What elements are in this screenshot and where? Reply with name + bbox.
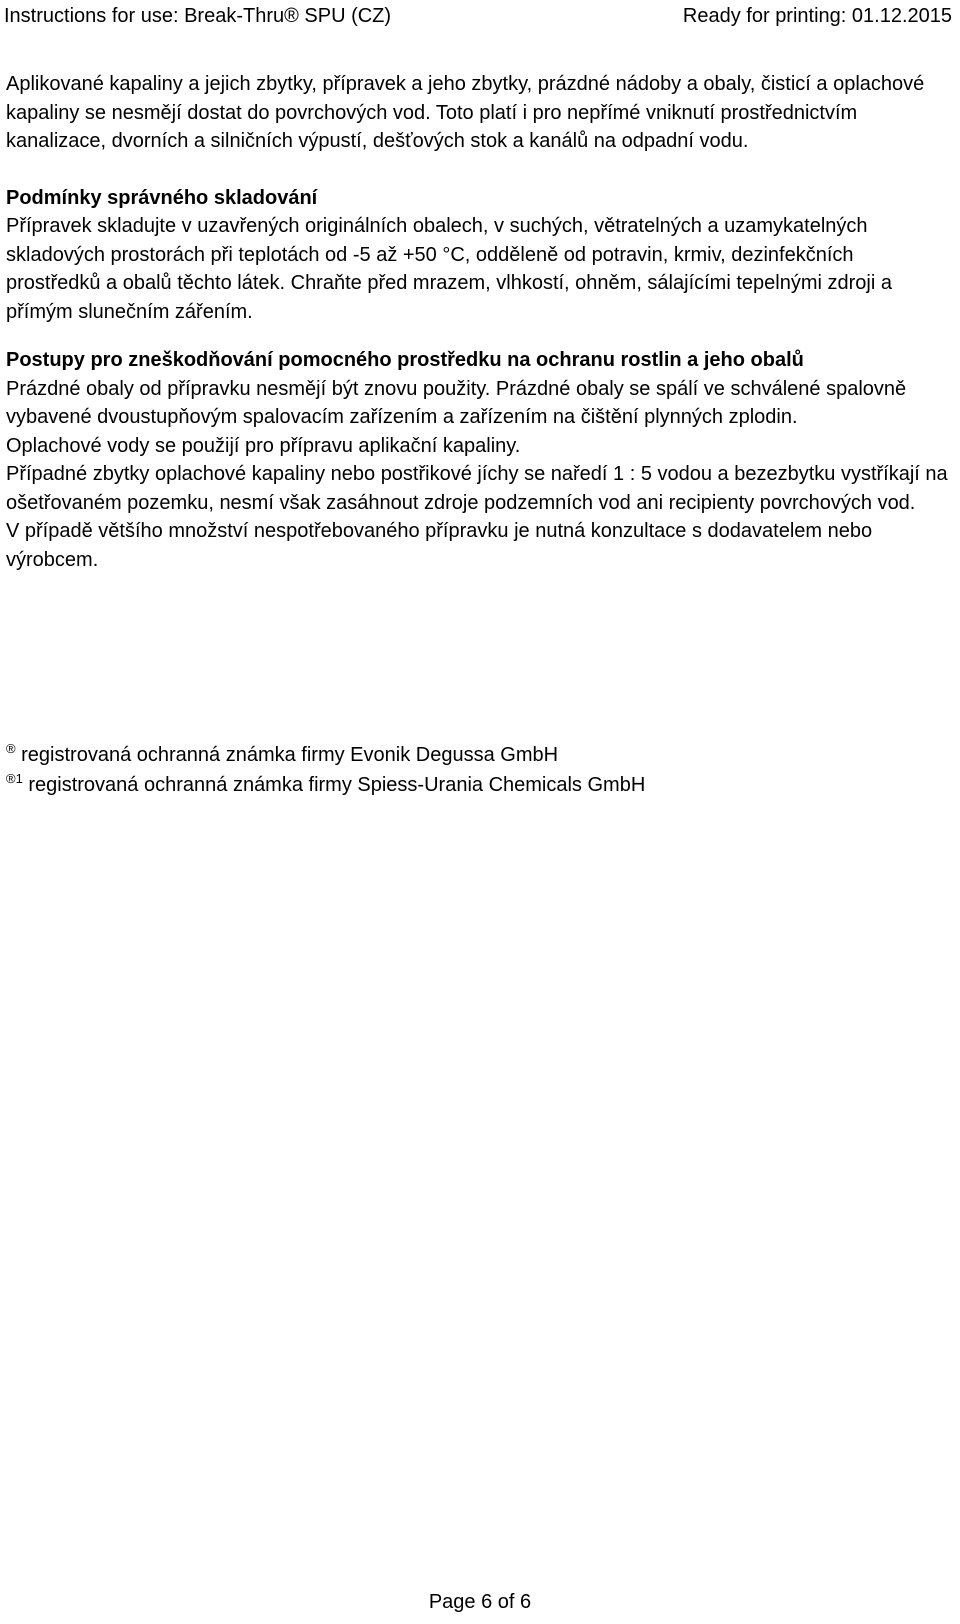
footnote-evonik [6, 740, 950, 770]
registered-mark: ®1 [6, 771, 23, 786]
footnote-text: registrovaná ochranná známka firmy Spiess-Urania Chemicals GmbH [22, 774, 646, 796]
disposal-paragraph-4: V případě většího množství nespotřebovaného přípravku je nutná konzultace s dodavatelem nebo výrobcem. [6, 520, 873, 571]
header-document-title: Instructions for use: Break-Thru® SPU (CZ) [4, 5, 392, 27]
disposal-heading: Postupy pro zneškodňování pomocného prostředku na ochranu rostlin a jeho obalů [6, 349, 804, 371]
storage-heading: Podmínky správného skladování [6, 186, 318, 209]
intro-paragraph: Aplikované kapaliny a jejich zbytky, přípravek a jeho zbytky, prázdné nádoby a obaly, čisticí a oplachové kapaliny se nesmějí dostat do povrchových vod. Toto platí i pro nepřímé vniknutí prostřednictvím kanalizace, dvorních a silničních výpustí, dešťových stok a kanálů na odpadní vodu. [6, 73, 925, 152]
disposal-paragraph-3: Případné zbytky oplachové kapaliny nebo postřikové jíchy se naředí 1 : 5 vodou a bezezbytku vystříkají na ošetřovaném pozemku, nesmí však zasáhnout zdroje podzemních vod ani recipienty povrchových vod. [6, 463, 948, 514]
page-header [0, 4, 960, 28]
trademark-footnotes [6, 740, 950, 800]
storage-text: Přípravek skladujte v uzavřených originálních obalech, v suchých, větratelných a uzamykatelných skladových prostorách při teplotách od -5 až +50 °C, odděleně od potravin, krmiv, dezinfekčních prostředků a obalů těchto látek. Chraňte před mrazem, vlhkostí, ohněm, sálajícími tepelnými zdroji a přímým slunečním zářením. [6, 215, 892, 323]
page-number: Page 6 of 6 [428, 1591, 532, 1613]
header-print-date: Ready for printing: 01.12.2015 [682, 5, 952, 27]
registered-mark: ® [6, 741, 16, 756]
disposal-paragraph-2: Oplachové vody se použijí pro přípravu aplikační kapaliny. [6, 434, 521, 457]
footnote-text: registrovaná ochranná známka firmy Evonik Degussa GmbH [15, 744, 559, 766]
footnote-spiess-urania [6, 770, 950, 800]
disposal-paragraph-1: Prázdné obaly od přípravku nesmějí být znovu použity. Prázdné obaly se spálí ve schválené spalovně vybavené dvoustupňovým spalovacím zařízením a zařízením na čištění plynných zplodin. [6, 377, 907, 428]
document-body [6, 70, 950, 574]
